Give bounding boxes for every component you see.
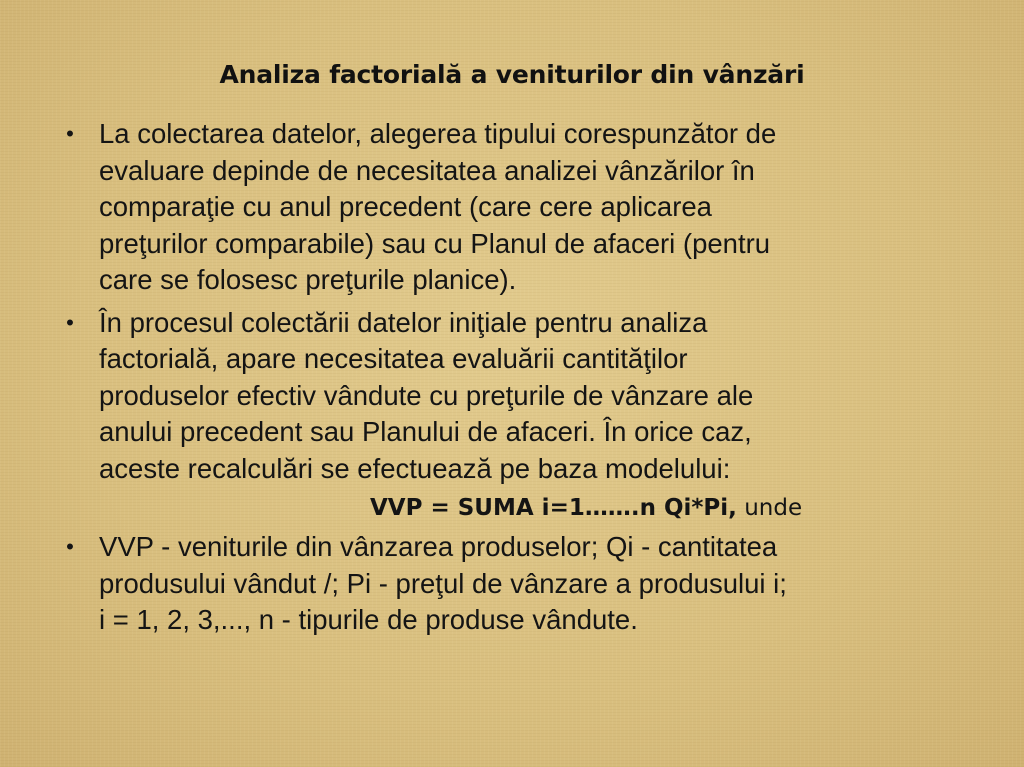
bullet-text-line: care se folosesc preţurile planice). <box>99 264 517 295</box>
bullet-item-data-collection <box>60 116 980 299</box>
bullet-text-line: evaluare depinde de necesitatea analizei vânzărilor în <box>99 154 755 186</box>
slide-title: Analiza factorială a veniturilor din vânzări <box>219 60 805 89</box>
bullet-marker: • <box>66 309 74 335</box>
bullet-text-line: preţurilor comparabile) sau cu Planul de afaceri (pentru <box>99 227 771 259</box>
formula-tail: unde <box>736 495 803 521</box>
bullet-marker: • <box>66 121 74 146</box>
bullet-text-line: produselor efectiv vândute cu preţurile de vânzare ale <box>99 379 754 411</box>
bullet-text-line: comparaţie cu anul precedent (care cere aplicarea <box>99 191 712 222</box>
bullet-marker: • <box>66 534 74 559</box>
bullet-text-line: aceste recalculări se efectuează pe baza modelului: <box>99 452 731 484</box>
formula-expression: VVP = SUMA i=1…….n Qi*Pi, <box>370 495 737 521</box>
bullet-list <box>60 116 980 639</box>
bullet-text-line: În procesul colectării datelor iniţiale pentru analiza <box>99 306 708 338</box>
bullet-text-line: factorială, apare necesitatea evaluării cantităţilor <box>99 343 688 374</box>
bullet-item-definitions <box>60 529 980 639</box>
bullet-item-initial-data <box>60 305 980 488</box>
bullet-text-line: VVP - veniturile din vânzarea produselor; Qi - cantitatea <box>99 531 778 562</box>
bullet-text-line: anului precedent sau Planului de afaceri. În orice caz, <box>99 416 752 447</box>
bullet-text-line: La colectarea datelor, alegerea tipului corespunzător de <box>99 118 777 149</box>
bullet-text-line: produsului vândut /; Pi - preţul de vânzare a produsului i; <box>99 567 787 599</box>
formula <box>60 491 980 525</box>
bullet-text-line: i = 1, 2, 3,..., n - tipurile de produse vândute. <box>99 604 638 635</box>
